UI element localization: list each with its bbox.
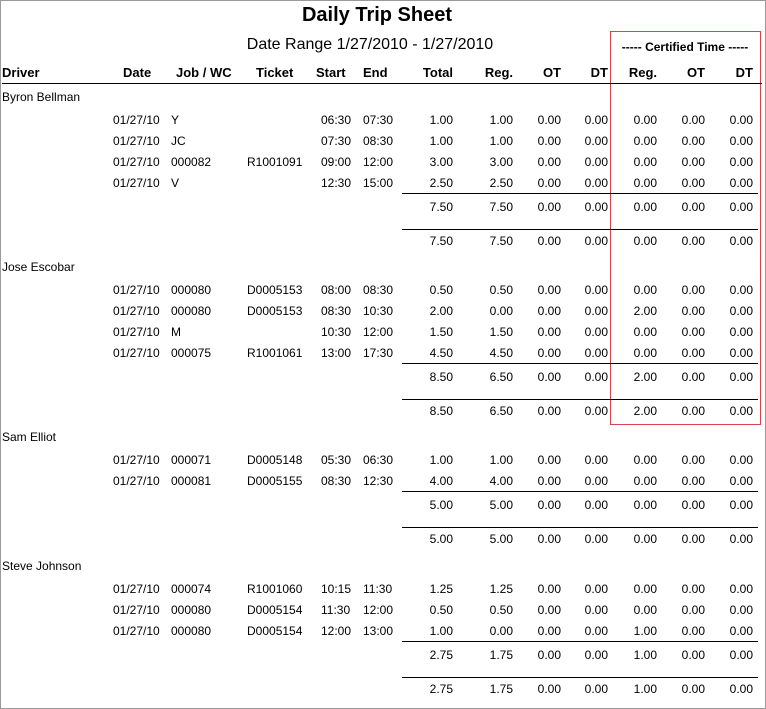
cert-dt-cell: 0.00	[729, 346, 753, 360]
driver-total-cert-dt-cell: 0.00	[729, 532, 753, 546]
start-cell: 09:00	[321, 155, 352, 169]
ot-cell: 0.00	[537, 582, 561, 596]
subtotal-total-cell: 8.50	[429, 370, 453, 384]
driver-total-cert-reg-cell: 0.00	[633, 234, 657, 248]
driver-total-dt-cell: 0.00	[584, 404, 608, 418]
total-cell: 1.50	[429, 325, 453, 339]
ticket-cell: D0005153	[247, 283, 303, 297]
subtotal-cert-dt-cell: 0.00	[729, 200, 753, 214]
driver-total-total-cell: 2.75	[429, 682, 453, 696]
date-cell: 01/27/10	[113, 474, 160, 488]
end-cell: 08:30	[363, 283, 394, 297]
total-cell: 2.00	[429, 304, 453, 318]
total-cell: 1.00	[429, 113, 453, 127]
job-cell: 000071	[171, 453, 212, 467]
cert-reg-cell: 0.00	[633, 603, 657, 617]
certified-time-label: ----- Certified Time -----	[621, 40, 749, 54]
col-header-cert-dt: DT	[735, 65, 753, 80]
col-header-driver: Driver	[2, 65, 40, 80]
driver-total-cert-reg-cell: 2.00	[633, 404, 657, 418]
driver-total-cert-ot-cell: 0.00	[681, 532, 705, 546]
cert-reg-cell: 0.00	[633, 155, 657, 169]
job-cell: 000081	[171, 474, 212, 488]
grand-total-rule	[402, 677, 758, 678]
date-cell: 01/27/10	[113, 603, 160, 617]
date-cell: 01/27/10	[113, 134, 160, 148]
date-cell: 01/27/10	[113, 325, 160, 339]
cert-ot-cell: 0.00	[681, 134, 705, 148]
cert-reg-cell: 0.00	[633, 325, 657, 339]
subtotal-reg-cell: 5.00	[489, 498, 513, 512]
ot-cell: 0.00	[537, 346, 561, 360]
reg-cell: 1.00	[489, 113, 513, 127]
subtotal-cert-reg-cell: 2.00	[633, 370, 657, 384]
ot-cell: 0.00	[537, 176, 561, 190]
end-cell: 10:30	[363, 304, 394, 318]
start-cell: 11:30	[321, 603, 351, 617]
job-cell: 000074	[171, 582, 212, 596]
dt-cell: 0.00	[584, 453, 608, 467]
dt-cell: 0.00	[584, 325, 608, 339]
total-cell: 1.00	[429, 134, 453, 148]
dt-cell: 0.00	[584, 582, 608, 596]
job-cell: 000080	[171, 304, 212, 318]
ot-cell: 0.00	[537, 325, 561, 339]
col-header-cert-reg: Reg.	[628, 65, 657, 80]
driver-total-cert-reg-cell: 1.00	[633, 682, 657, 696]
start-cell: 05:30	[321, 453, 352, 467]
start-cell: 08:00	[321, 283, 352, 297]
subtotal-cert-ot-cell: 0.00	[681, 200, 705, 214]
subtotal-cert-reg-cell: 0.00	[633, 498, 657, 512]
job-cell: 000082	[171, 155, 212, 169]
cert-dt-cell: 0.00	[729, 283, 753, 297]
subtotal-dt-cell: 0.00	[584, 498, 608, 512]
cert-dt-cell: 0.00	[729, 325, 753, 339]
driver-name: Steve Johnson	[2, 559, 82, 573]
reg-cell: 1.50	[489, 325, 513, 339]
ticket-cell: D0005153	[247, 304, 303, 318]
driver-total-ot-cell: 0.00	[537, 682, 561, 696]
start-cell: 10:15	[321, 582, 352, 596]
ticket-cell: D0005154	[247, 624, 303, 638]
total-cell: 0.50	[429, 603, 453, 617]
cert-ot-cell: 0.00	[681, 325, 705, 339]
total-cell: 0.50	[429, 283, 453, 297]
ot-cell: 0.00	[537, 603, 561, 617]
col-header-job: Job / WC	[176, 65, 232, 80]
total-cell: 4.00	[429, 474, 453, 488]
reg-cell: 1.00	[489, 134, 513, 148]
ticket-cell: D0005154	[247, 603, 303, 617]
ot-cell: 0.00	[537, 453, 561, 467]
col-header-date: Date	[123, 65, 152, 80]
reg-cell: 3.00	[489, 155, 513, 169]
col-header-start: Start	[316, 65, 346, 80]
reg-cell: 2.50	[489, 176, 513, 190]
job-cell: Y	[171, 113, 180, 127]
date-cell: 01/27/10	[113, 346, 160, 360]
job-cell: 000080	[171, 603, 212, 617]
job-cell: M	[171, 325, 181, 339]
cert-reg-cell: 0.00	[633, 346, 657, 360]
cert-ot-cell: 0.00	[681, 453, 705, 467]
dt-cell: 0.00	[584, 176, 608, 190]
driver-name: Sam Elliot	[2, 430, 57, 444]
ot-cell: 0.00	[537, 113, 561, 127]
date-cell: 01/27/10	[113, 155, 160, 169]
reg-cell: 0.50	[489, 283, 513, 297]
col-header-dt: DT	[590, 65, 608, 80]
driver-total-total-cell: 5.00	[429, 532, 453, 546]
driver-total-total-cell: 7.50	[429, 234, 453, 248]
total-cell: 1.00	[429, 453, 453, 467]
ot-cell: 0.00	[537, 624, 561, 638]
subtotal-reg-cell: 7.50	[489, 200, 513, 214]
cert-ot-cell: 0.00	[681, 304, 705, 318]
dt-cell: 0.00	[584, 304, 608, 318]
grand-total-rule	[402, 527, 758, 528]
subtotal-cert-ot-cell: 0.00	[681, 370, 705, 384]
cert-reg-cell: 0.00	[633, 582, 657, 596]
col-header-ticket: Ticket	[256, 65, 294, 80]
cert-ot-cell: 0.00	[681, 624, 705, 638]
driver-total-cert-dt-cell: 0.00	[729, 234, 753, 248]
subtotal-cert-dt-cell: 0.00	[729, 370, 753, 384]
reg-cell: 4.50	[489, 346, 513, 360]
end-cell: 15:00	[363, 176, 394, 190]
date-cell: 01/27/10	[113, 453, 160, 467]
cert-dt-cell: 0.00	[729, 176, 753, 190]
ot-cell: 0.00	[537, 304, 561, 318]
end-cell: 17:30	[363, 346, 394, 360]
report-title: Daily Trip Sheet	[301, 4, 453, 26]
driver-total-ot-cell: 0.00	[537, 532, 561, 546]
job-cell: V	[171, 176, 180, 190]
date-cell: 01/27/10	[113, 304, 160, 318]
cert-dt-cell: 0.00	[729, 624, 753, 638]
start-cell: 13:00	[321, 346, 352, 360]
dt-cell: 0.00	[584, 155, 608, 169]
total-cell: 4.50	[429, 346, 453, 360]
cert-ot-cell: 0.00	[681, 603, 705, 617]
driver-total-cert-ot-cell: 0.00	[681, 404, 705, 418]
end-cell: 13:00	[363, 624, 394, 638]
driver-total-total-cell: 8.50	[429, 404, 453, 418]
ot-cell: 0.00	[537, 474, 561, 488]
start-cell: 10:30	[321, 325, 352, 339]
subtotal-total-cell: 2.75	[429, 648, 453, 662]
col-header-cert-ot: OT	[686, 65, 705, 80]
subtotal-ot-cell: 0.00	[537, 200, 561, 214]
col-header-reg: Reg.	[484, 65, 513, 80]
total-cell: 1.00	[429, 624, 453, 638]
grand-total-rule	[402, 399, 758, 400]
reg-cell: 0.50	[489, 603, 513, 617]
end-cell: 08:30	[363, 134, 394, 148]
col-header-end: End	[363, 65, 388, 80]
subtotal-dt-cell: 0.00	[584, 648, 608, 662]
subtotal-dt-cell: 0.00	[584, 200, 608, 214]
cert-dt-cell: 0.00	[729, 474, 753, 488]
driver-total-cert-dt-cell: 0.00	[729, 682, 753, 696]
driver-total-reg-cell: 7.50	[489, 234, 513, 248]
total-cell: 1.25	[429, 582, 453, 596]
end-cell: 11:30	[363, 582, 393, 596]
total-cell: 2.50	[429, 176, 453, 190]
cert-dt-cell: 0.00	[729, 113, 753, 127]
cert-reg-cell: 0.00	[633, 176, 657, 190]
driver-total-reg-cell: 1.75	[489, 682, 513, 696]
date-cell: 01/27/10	[113, 624, 160, 638]
subtotal-ot-cell: 0.00	[537, 370, 561, 384]
cert-reg-cell: 0.00	[633, 134, 657, 148]
subtotal-dt-cell: 0.00	[584, 370, 608, 384]
cert-dt-cell: 0.00	[729, 155, 753, 169]
cert-reg-cell: 1.00	[633, 624, 657, 638]
driver-total-cert-reg-cell: 0.00	[633, 532, 657, 546]
start-cell: 08:30	[321, 304, 352, 318]
dt-cell: 0.00	[584, 346, 608, 360]
subtotal-cert-ot-cell: 0.00	[681, 498, 705, 512]
dt-cell: 0.00	[584, 624, 608, 638]
ot-cell: 0.00	[537, 283, 561, 297]
reg-cell: 0.00	[489, 304, 513, 318]
end-cell: 12:00	[363, 325, 394, 339]
cert-ot-cell: 0.00	[681, 582, 705, 596]
start-cell: 06:30	[321, 113, 352, 127]
subtotal-rule	[402, 363, 758, 364]
dt-cell: 0.00	[584, 134, 608, 148]
subtotal-rule	[402, 193, 758, 194]
date-cell: 01/27/10	[113, 113, 160, 127]
dt-cell: 0.00	[584, 474, 608, 488]
subtotal-rule	[402, 491, 758, 492]
subtotal-cert-reg-cell: 1.00	[633, 648, 657, 662]
cert-dt-cell: 0.00	[729, 582, 753, 596]
cert-ot-cell: 0.00	[681, 283, 705, 297]
driver-total-reg-cell: 5.00	[489, 532, 513, 546]
subtotal-reg-cell: 1.75	[489, 648, 513, 662]
grand-total-rule	[402, 229, 758, 230]
certified-time-highlight	[610, 31, 761, 425]
job-cell: 000080	[171, 283, 212, 297]
dt-cell: 0.00	[584, 113, 608, 127]
driver-total-dt-cell: 0.00	[584, 682, 608, 696]
dt-cell: 0.00	[584, 283, 608, 297]
cert-ot-cell: 0.00	[681, 113, 705, 127]
start-cell: 12:30	[321, 176, 352, 190]
cert-ot-cell: 0.00	[681, 346, 705, 360]
col-header-ot: OT	[542, 65, 561, 80]
subtotal-cert-ot-cell: 0.00	[681, 648, 705, 662]
driver-total-reg-cell: 6.50	[489, 404, 513, 418]
job-cell: JC	[171, 134, 186, 148]
total-cell: 3.00	[429, 155, 453, 169]
subtotal-cert-dt-cell: 0.00	[729, 648, 753, 662]
start-cell: 07:30	[321, 134, 352, 148]
date-range: Date Range 1/27/2010 - 1/27/2010	[246, 36, 494, 53]
cert-reg-cell: 0.00	[633, 283, 657, 297]
col-header-total: Total	[422, 65, 453, 80]
subtotal-cert-dt-cell: 0.00	[729, 498, 753, 512]
ticket-cell: D0005155	[247, 474, 303, 488]
driver-total-dt-cell: 0.00	[584, 234, 608, 248]
subtotal-rule	[402, 641, 758, 642]
reg-cell: 1.00	[489, 453, 513, 467]
cert-reg-cell: 2.00	[633, 304, 657, 318]
date-cell: 01/27/10	[113, 176, 160, 190]
ot-cell: 0.00	[537, 155, 561, 169]
ot-cell: 0.00	[537, 134, 561, 148]
driver-total-ot-cell: 0.00	[537, 234, 561, 248]
job-cell: 000080	[171, 624, 212, 638]
driver-total-cert-ot-cell: 0.00	[681, 234, 705, 248]
job-cell: 000075	[171, 346, 212, 360]
header-rule	[2, 83, 762, 84]
reg-cell: 1.25	[489, 582, 513, 596]
subtotal-cert-reg-cell: 0.00	[633, 200, 657, 214]
cert-reg-cell: 0.00	[633, 474, 657, 488]
start-cell: 12:00	[321, 624, 352, 638]
subtotal-ot-cell: 0.00	[537, 648, 561, 662]
end-cell: 12:30	[363, 474, 394, 488]
end-cell: 07:30	[363, 113, 394, 127]
cert-ot-cell: 0.00	[681, 155, 705, 169]
reg-cell: 0.00	[489, 624, 513, 638]
cert-dt-cell: 0.00	[729, 603, 753, 617]
cert-reg-cell: 0.00	[633, 113, 657, 127]
end-cell: 12:00	[363, 155, 394, 169]
ticket-cell: R1001091	[247, 155, 303, 169]
driver-name: Jose Escobar	[2, 260, 75, 274]
date-cell: 01/27/10	[113, 582, 160, 596]
cert-dt-cell: 0.00	[729, 304, 753, 318]
ticket-cell: D0005148	[247, 453, 303, 467]
subtotal-reg-cell: 6.50	[489, 370, 513, 384]
date-cell: 01/27/10	[113, 283, 160, 297]
end-cell: 06:30	[363, 453, 394, 467]
cert-dt-cell: 0.00	[729, 453, 753, 467]
ticket-cell: R1001061	[247, 346, 303, 360]
end-cell: 12:00	[363, 603, 394, 617]
driver-total-cert-dt-cell: 0.00	[729, 404, 753, 418]
subtotal-total-cell: 7.50	[429, 200, 453, 214]
cert-dt-cell: 0.00	[729, 134, 753, 148]
ticket-cell: R1001060	[247, 582, 303, 596]
driver-total-ot-cell: 0.00	[537, 404, 561, 418]
cert-reg-cell: 0.00	[633, 453, 657, 467]
cert-ot-cell: 0.00	[681, 176, 705, 190]
reg-cell: 4.00	[489, 474, 513, 488]
subtotal-ot-cell: 0.00	[537, 498, 561, 512]
cert-ot-cell: 0.00	[681, 474, 705, 488]
driver-name: Byron Bellman	[2, 90, 81, 104]
subtotal-total-cell: 5.00	[429, 498, 453, 512]
driver-total-dt-cell: 0.00	[584, 532, 608, 546]
driver-total-cert-ot-cell: 0.00	[681, 682, 705, 696]
dt-cell: 0.00	[584, 603, 608, 617]
start-cell: 08:30	[321, 474, 352, 488]
